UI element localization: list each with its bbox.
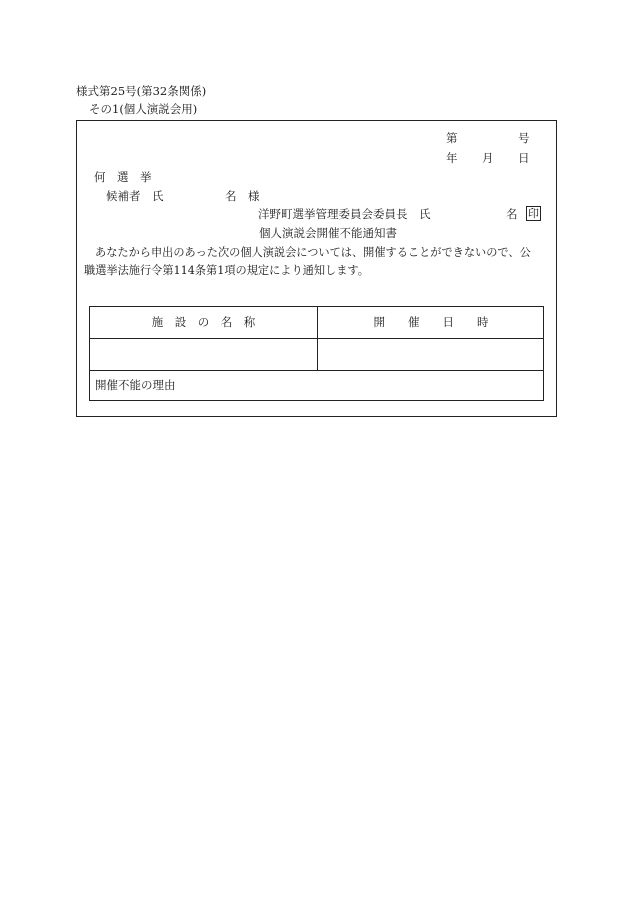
candidate-label: 候補者 氏 [106,189,164,203]
date-month: 月 [482,151,494,165]
number-prefix: 第 [446,131,458,145]
datetime-header: 開 催 日 時 [373,315,489,329]
reason-label: 開催不能の理由 [95,378,176,392]
table-row-divider [90,370,543,371]
number-suffix: 号 [518,131,530,145]
issuer-title: 洋野町選挙管理委員会委員長 氏 [258,207,431,221]
form-subtitle: その1(個人演説会用) [89,102,198,116]
date-day: 日 [518,151,530,165]
issuer-name-label: 名 [506,207,518,221]
notice-body-line1: あなたから申出のあった次の個人演説会については、開催することができないので、公 [95,246,531,259]
details-table [89,306,544,401]
form-number: 様式第25号(第32条関係) [76,84,207,98]
facility-header: 施 設 の 名 称 [151,315,256,329]
date-year: 年 [446,151,458,165]
candidate-name-label: 名 様 [225,189,260,203]
notice-body-line2: 職選挙法施行令第114条第1項の規定により通知します。 [84,264,369,277]
election-label: 何 選 挙 [94,170,152,184]
notice-title: 個人演説会開催不能通知書 [259,226,397,240]
seal-stamp: 印 [528,207,539,220]
